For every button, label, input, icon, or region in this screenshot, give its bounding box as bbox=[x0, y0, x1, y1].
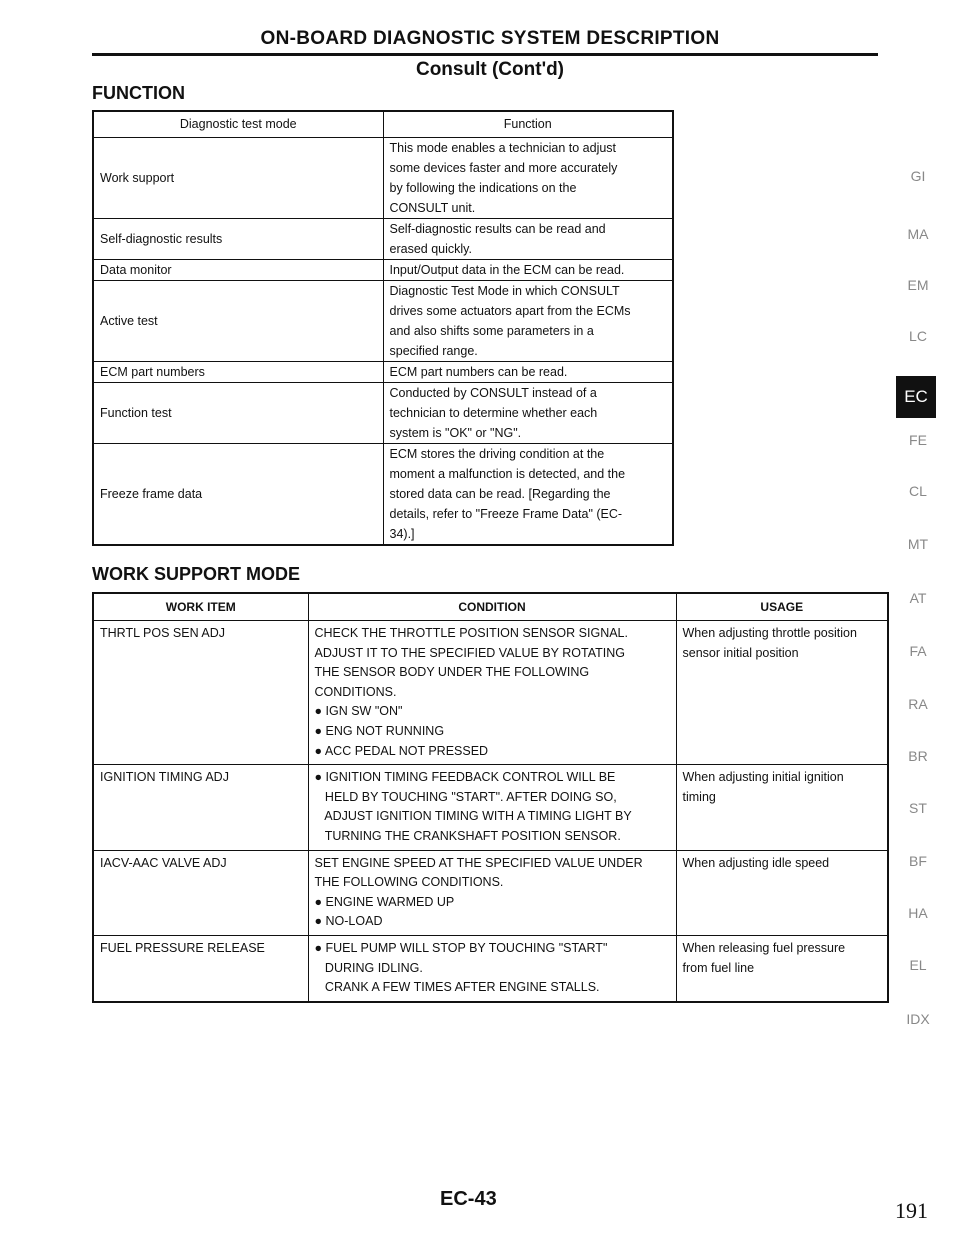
diagnostic-mode-cell: ECM part numbers bbox=[93, 362, 383, 383]
condition-line: ● ENGINE WARMED UP bbox=[314, 894, 455, 909]
function-description-line: Diagnostic Test Mode in which CONSULT bbox=[389, 284, 620, 298]
condition-line: TURNING THE CRANKSHAFT POSITION SENSOR. bbox=[314, 828, 621, 843]
function-description-cell bbox=[383, 444, 673, 546]
header-rule bbox=[92, 53, 878, 56]
function-row bbox=[93, 444, 673, 546]
function-description-line: details, refer to "Freeze Frame Data" (EC- bbox=[389, 507, 623, 521]
function-description-line: This mode enables a technician to adjust bbox=[389, 141, 617, 155]
work-support-table bbox=[92, 592, 889, 1003]
condition-line: ● NO-LOAD bbox=[314, 914, 383, 929]
index-tab-ha[interactable]: HA bbox=[908, 905, 928, 921]
work-item-cell: FUEL PRESSURE RELEASE bbox=[93, 935, 308, 1001]
index-tab-el[interactable]: EL bbox=[909, 957, 927, 973]
function-row bbox=[93, 260, 673, 281]
function-row bbox=[93, 219, 673, 260]
header-diagnostic-test-mode: Diagnostic test mode bbox=[93, 111, 383, 138]
header-usage: USAGE bbox=[676, 593, 888, 621]
function-description-line: technician to determine whether each bbox=[389, 406, 598, 420]
index-tab-ec[interactable]: EC bbox=[896, 376, 936, 418]
condition-line: CRANK A FEW TIMES AFTER ENGINE STALLS. bbox=[314, 980, 600, 995]
diagnostic-mode-cell: Work support bbox=[93, 138, 383, 219]
diagnostic-mode-cell: Freeze frame data bbox=[93, 444, 383, 546]
function-description-cell bbox=[383, 383, 673, 444]
header-condition: CONDITION bbox=[308, 593, 676, 621]
function-description-line: 34).] bbox=[389, 527, 415, 541]
function-description-line: stored data can be read. [Regarding the bbox=[389, 487, 611, 501]
function-row bbox=[93, 138, 673, 219]
page-label: EC-43 bbox=[440, 1188, 497, 1210]
condition-line: ● IGN SW "ON" bbox=[314, 704, 403, 719]
condition-line: ● ENG NOT RUNNING bbox=[314, 723, 445, 738]
usage-line: from fuel line bbox=[682, 960, 755, 975]
diagnostic-mode-cell: Self-diagnostic results bbox=[93, 219, 383, 260]
function-description-line: moment a malfunction is detected, and the bbox=[389, 467, 626, 481]
diagnostic-mode-cell: Data monitor bbox=[93, 260, 383, 281]
condition-line: ● FUEL PUMP WILL STOP BY TOUCHING "START" bbox=[314, 940, 608, 955]
work-support-section-title: WORK SUPPORT MODE bbox=[92, 564, 301, 584]
usage-line: When adjusting initial ignition bbox=[682, 770, 844, 785]
header-work-item: WORK ITEM bbox=[93, 593, 308, 621]
function-description-line: system is "OK" or "NG". bbox=[389, 426, 522, 440]
diagnostic-mode-cell: Active test bbox=[93, 281, 383, 362]
condition-line: CHECK THE THROTTLE POSITION SENSOR SIGNAL. bbox=[314, 626, 628, 640]
function-description-line: erased quickly. bbox=[389, 242, 472, 256]
index-tab-fa[interactable]: FA bbox=[909, 643, 927, 659]
condition-line: THE SENSOR BODY UNDER THE FOLLOWING bbox=[314, 665, 590, 680]
condition-line: ● ACC PEDAL NOT PRESSED bbox=[314, 743, 489, 758]
function-description-cell bbox=[383, 281, 673, 362]
function-section-title: FUNCTION bbox=[92, 83, 185, 103]
page-header-subtitle: Consult (Cont'd) bbox=[415, 59, 565, 80]
index-tab-cl[interactable]: CL bbox=[909, 483, 927, 499]
condition-line: HELD BY TOUCHING "START". AFTER DOING SO, bbox=[314, 789, 617, 804]
index-tab-mt[interactable]: MT bbox=[907, 536, 929, 552]
work-item-cell: IGNITION TIMING ADJ bbox=[93, 765, 308, 850]
diagnostic-mode-cell: Function test bbox=[93, 383, 383, 444]
function-table bbox=[92, 110, 674, 546]
usage-cell bbox=[676, 765, 888, 850]
usage-line: When releasing fuel pressure bbox=[682, 940, 846, 955]
function-description-cell bbox=[383, 138, 673, 219]
condition-cell bbox=[308, 621, 676, 765]
condition-cell bbox=[308, 935, 676, 1001]
index-tab-br[interactable]: BR bbox=[908, 748, 928, 764]
index-tab-ra[interactable]: RA bbox=[908, 696, 928, 712]
function-description-line: ECM part numbers can be read. bbox=[389, 365, 568, 379]
usage-line: When adjusting throttle position bbox=[682, 626, 857, 640]
header-function: Function bbox=[383, 111, 673, 138]
function-description-line: ECM stores the driving condition at the bbox=[389, 447, 605, 461]
usage-cell bbox=[676, 850, 888, 935]
function-row bbox=[93, 383, 673, 444]
condition-line: DURING IDLING. bbox=[314, 960, 423, 975]
page-header-title: ON-BOARD DIAGNOSTIC SYSTEM DESCRIPTION bbox=[260, 28, 720, 49]
function-description-cell bbox=[383, 219, 673, 260]
usage-line: timing bbox=[682, 789, 716, 804]
index-tab-lc[interactable]: LC bbox=[909, 328, 927, 344]
function-description-line: specified range. bbox=[389, 344, 478, 358]
condition-cell bbox=[308, 765, 676, 850]
function-table-header bbox=[93, 111, 673, 138]
index-tab-idx[interactable]: IDX bbox=[906, 1011, 930, 1027]
usage-line: When adjusting idle speed bbox=[682, 855, 830, 870]
condition-line: CONDITIONS. bbox=[314, 684, 397, 699]
index-tab-at[interactable]: AT bbox=[909, 590, 927, 606]
function-description-line: some devices faster and more accurately bbox=[389, 161, 618, 175]
function-description-line: Input/Output data in the ECM can be read. bbox=[389, 263, 625, 277]
index-tab-bf[interactable]: BF bbox=[909, 853, 927, 869]
condition-line: ADJUST IGNITION TIMING WITH A TIMING LIGHT BY bbox=[314, 809, 632, 824]
function-description-cell bbox=[383, 362, 673, 383]
work-item-cell: IACV-AAC VALVE ADJ bbox=[93, 850, 308, 935]
work-support-row bbox=[93, 850, 888, 935]
index-tab-gi[interactable]: GI bbox=[910, 168, 926, 184]
function-description-cell bbox=[383, 260, 673, 281]
function-description-line: CONSULT unit. bbox=[389, 201, 476, 215]
work-support-table-header bbox=[93, 593, 888, 621]
work-support-row bbox=[93, 765, 888, 850]
function-row bbox=[93, 362, 673, 383]
work-support-row bbox=[93, 935, 888, 1001]
function-description-line: and also shifts some parameters in a bbox=[389, 324, 594, 338]
function-description-line: Conducted by CONSULT instead of a bbox=[389, 386, 597, 400]
work-item-cell: THRTL POS SEN ADJ bbox=[93, 621, 308, 765]
function-description-line: Self-diagnostic results can be read and bbox=[389, 222, 606, 236]
work-support-row bbox=[93, 621, 888, 765]
index-tab-ma[interactable]: MA bbox=[907, 226, 929, 242]
condition-line: THE FOLLOWING CONDITIONS. bbox=[314, 875, 504, 890]
function-row bbox=[93, 281, 673, 362]
index-tab-st[interactable]: ST bbox=[909, 800, 927, 816]
condition-line: ADJUST IT TO THE SPECIFIED VALUE BY ROTATING bbox=[314, 645, 625, 660]
condition-line: ● IGNITION TIMING FEEDBACK CONTROL WILL BE bbox=[314, 770, 616, 785]
usage-line: sensor initial position bbox=[682, 645, 799, 660]
usage-cell bbox=[676, 935, 888, 1001]
condition-line: SET ENGINE SPEED AT THE SPECIFIED VALUE UNDER bbox=[314, 855, 643, 870]
index-tab-em[interactable]: EM bbox=[907, 277, 929, 293]
page-number: 191 bbox=[895, 1198, 928, 1223]
index-tab-fe[interactable]: FE bbox=[909, 432, 927, 448]
usage-cell bbox=[676, 621, 888, 765]
condition-cell bbox=[308, 850, 676, 935]
function-description-line: drives some actuators apart from the ECMs bbox=[389, 304, 631, 318]
function-description-line: by following the indications on the bbox=[389, 181, 577, 195]
